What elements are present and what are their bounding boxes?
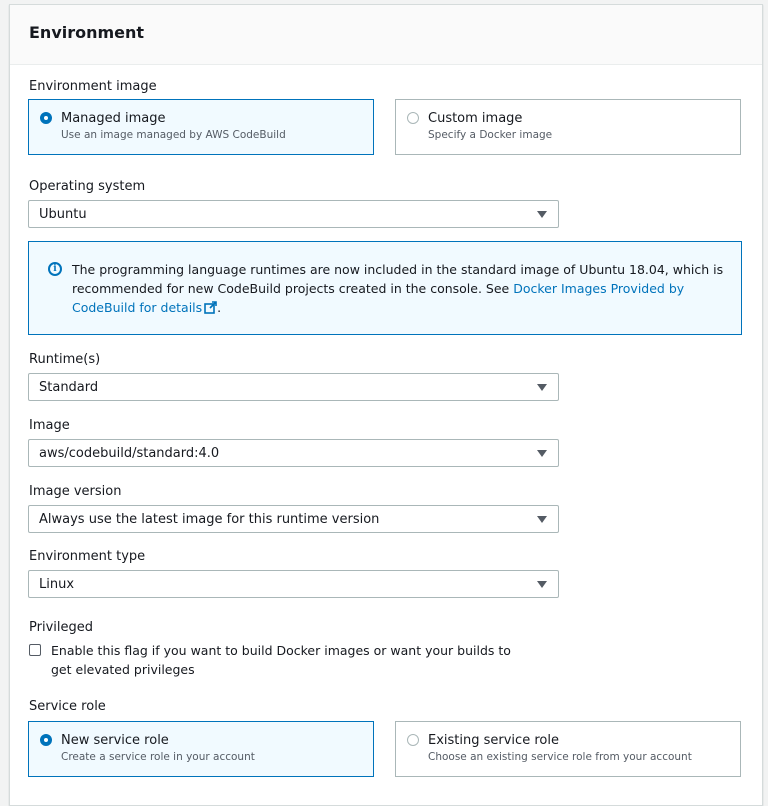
new-service-role-tile[interactable] [28, 721, 374, 777]
info-alert [28, 241, 742, 335]
runtimes-select[interactable] [28, 373, 559, 401]
image-label: Image [29, 418, 70, 433]
image-version-value: Always use the latest image for this runtime version [39, 512, 380, 527]
docker-images-link-text: Docker Images Provided by CodeBuild for details [72, 281, 685, 315]
privileged-label: Privileged [29, 620, 93, 635]
image-select[interactable] [28, 439, 559, 467]
environment-type-select[interactable] [28, 570, 559, 598]
new-service-role-description: Create a service role in your account [61, 751, 255, 763]
managed-image-tile[interactable] [28, 99, 374, 155]
info-icon: i [48, 262, 62, 276]
operating-system-select[interactable] [28, 200, 559, 228]
environment-panel [9, 4, 763, 806]
panel-header [10, 5, 762, 65]
privileged-checkbox[interactable] [29, 644, 41, 656]
environment-image-label: Environment image [29, 79, 157, 94]
runtimes-label: Runtime(s) [29, 352, 101, 367]
chevron-down-icon [537, 384, 547, 391]
info-alert-text [72, 260, 734, 317]
existing-service-role-radio[interactable] [407, 734, 419, 746]
runtimes-value: Standard [39, 380, 99, 395]
new-service-role-title: New service role [61, 733, 169, 748]
environment-type-value: Linux [39, 577, 75, 592]
custom-image-radio[interactable] [407, 112, 419, 124]
existing-service-role-title: Existing service role [428, 733, 559, 748]
info-alert-message: The programming language runtimes are now included in the standard image of Ubuntu 18.04, which is recommended for new CodeBuild projects created in the console. See [72, 262, 724, 296]
operating-system-value: Ubuntu [39, 207, 87, 222]
operating-system-label: Operating system [29, 179, 146, 194]
managed-image-title: Managed image [61, 111, 166, 126]
image-version-select[interactable] [28, 505, 559, 533]
chevron-down-icon [537, 211, 547, 218]
privileged-checkbox-label[interactable]: Enable this flag if you want to build Docker images or want your builds to get elevated privileges [51, 643, 511, 677]
chevron-down-icon [537, 581, 547, 588]
service-role-label: Service role [29, 699, 106, 714]
chevron-down-icon [537, 516, 547, 523]
managed-image-description: Use an image managed by AWS CodeBuild [61, 129, 286, 141]
image-value: aws/codebuild/standard:4.0 [39, 446, 220, 461]
info-alert-suffix: . [217, 300, 222, 315]
image-version-label: Image version [29, 484, 122, 499]
chevron-down-icon [537, 450, 547, 457]
new-service-role-radio[interactable] [40, 734, 52, 746]
environment-type-label: Environment type [29, 549, 146, 564]
custom-image-description: Specify a Docker image [428, 129, 553, 141]
existing-service-role-tile[interactable] [395, 721, 741, 777]
custom-image-tile[interactable] [395, 99, 741, 155]
custom-image-title: Custom image [428, 111, 523, 126]
panel-title: Environment [29, 23, 145, 42]
external-link-icon [204, 301, 217, 314]
existing-service-role-description: Choose an existing service role from your account [428, 751, 692, 763]
managed-image-radio[interactable] [40, 112, 52, 124]
